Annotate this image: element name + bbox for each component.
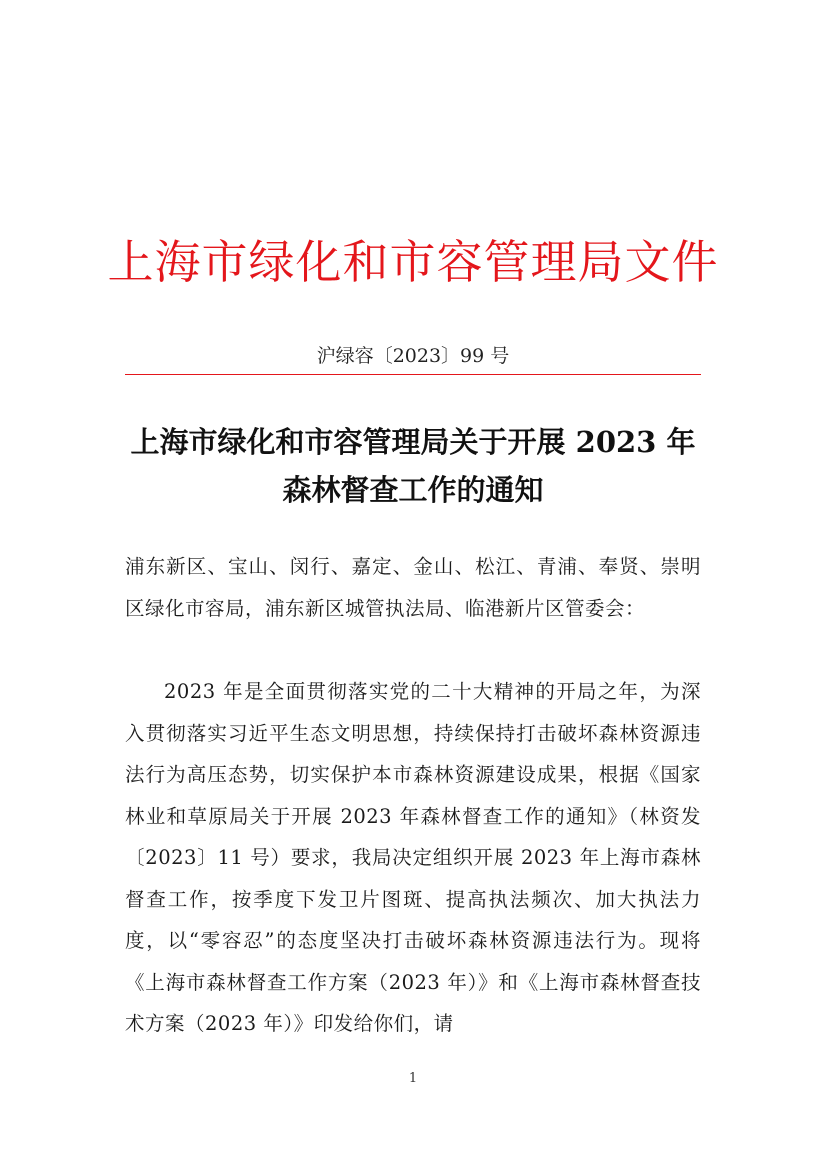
recipients-paragraph: 浦东新区、宝山、闵行、嘉定、金山、松江、青浦、奉贤、崇明区绿化市容局，浦东新区城管执法局、临港新片区管委会： [125, 555, 701, 620]
notice-title [110, 418, 716, 514]
document-number: 沪绿容〔2023〕99 号 [316, 345, 510, 367]
agency-header-title: 上海市绿化和市容管理局文件 [107, 235, 719, 289]
notice-title-line-2: 森林督查工作的通知 [282, 473, 544, 507]
body-paragraph: 2023 年是全面贯彻落实党的二十大精神的开局之年，为深入贯彻落实习近平生态文明思想，持续保持打击破坏森林资源违法行为高压态势，切实保护本市森林资源建设成果，根据《国家林业和草原局关于开展 2023 年森林督查工作的通知》（林资发〔2023〕11 号）要求，我局决定组织开展 2023 年上海市森林督查工作，按季度下发卫片图斑、提高执法频次、加大执法力度，以“零容忍”的态度坚决打击破坏森林资源违法行为。现将《上海市森林督查工作方案（2023 年）》和《上海市森林督查技术方案（2023 年）》印发给你们，请 [125, 680, 701, 1035]
page-number: 1 [408, 1071, 418, 1086]
red-separator-line [125, 374, 701, 375]
notice-title-line-1: 上海市绿化和市容管理局关于开展 2023 年 [130, 425, 696, 459]
